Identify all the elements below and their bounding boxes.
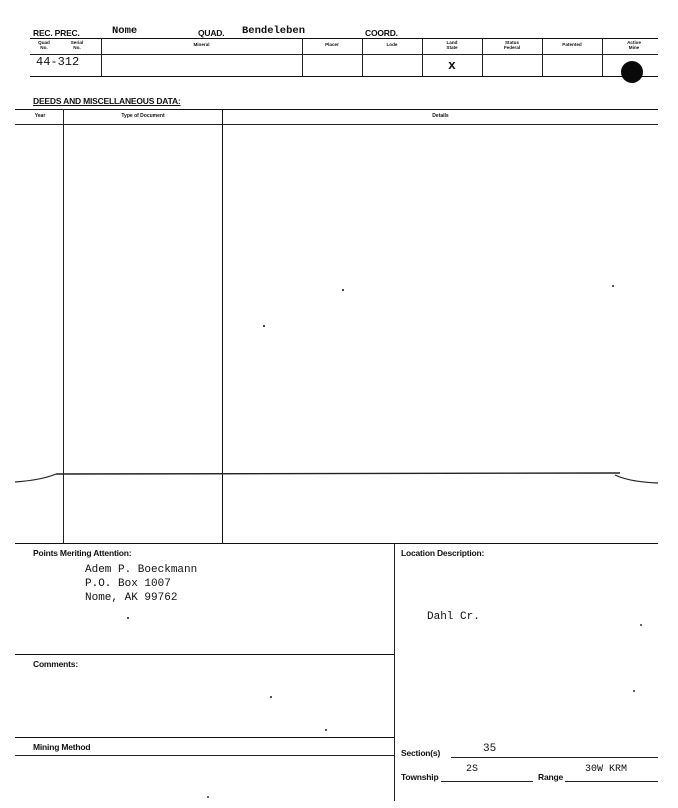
township-label: Township (401, 772, 439, 782)
speck (325, 729, 327, 731)
mining-method-underline (15, 755, 394, 756)
placer-label: Placer (325, 42, 339, 47)
quad-no-label: Quad No. (38, 40, 50, 50)
range-value: 30W KRM (585, 764, 628, 775)
quad-label: QUAD. (198, 28, 225, 38)
bottom-col-sep (394, 543, 395, 801)
active-mine-label: Active Mine (627, 40, 641, 50)
speck (342, 289, 344, 291)
quad-value: Bendeleben (242, 25, 306, 37)
speck (612, 285, 614, 287)
serial-no-label: Serial No. (70, 40, 84, 50)
year-label: Year (34, 113, 46, 119)
deeds-title: DEEDS AND MISCELLANEOUS DATA: (33, 96, 181, 106)
section-label: Section(s) (401, 748, 441, 758)
land-state-mark: x (448, 58, 456, 73)
deeds-top-rule (15, 109, 658, 110)
section-underline (451, 757, 658, 758)
status-federal-label: Status Federal (503, 40, 521, 50)
speck (633, 690, 635, 692)
township-underline (441, 781, 533, 782)
fold-line (0, 462, 678, 492)
points-line-2: P.O. Box 1007 (85, 578, 171, 590)
section-value: 35 (483, 743, 497, 755)
location-description-value: Dahl Cr. (427, 611, 480, 623)
range-label: Range (538, 772, 563, 782)
comments-label: Comments: (33, 659, 78, 669)
rec-prec-label: REC. PREC. (33, 28, 80, 38)
mining-method-label: Mining Method (33, 742, 91, 752)
speck (270, 696, 272, 698)
township-value: 2S (466, 764, 479, 775)
header-rule (30, 38, 658, 39)
mineral-label: Mineral (193, 42, 210, 47)
active-mine-dot (621, 61, 643, 83)
coord-label: COORD. (365, 28, 398, 38)
column-header-rule (30, 54, 658, 55)
points-meriting-attention-label: Points Meriting Attention: (33, 548, 132, 558)
col-sep (602, 38, 603, 76)
comments-rule (15, 654, 394, 655)
speck (263, 325, 265, 327)
speck (127, 617, 129, 619)
type-of-document-label: Type of Document (121, 113, 165, 119)
range-underline (565, 781, 658, 782)
quad-serial-value: 44-312 (36, 55, 80, 69)
patented-label: Patented (562, 42, 582, 47)
land-state-label: Land State (446, 40, 458, 50)
mining-method-rule (15, 737, 394, 738)
lode-label: Lode (386, 42, 398, 47)
bottom-section-rule (15, 543, 658, 544)
speck (207, 796, 209, 798)
points-line-3: Nome, AK 99762 (85, 592, 178, 604)
details-label: Details (432, 113, 449, 119)
rec-prec-value: Nome (112, 25, 138, 37)
speck (640, 624, 642, 626)
deeds-header-rule (15, 124, 658, 125)
points-line-1: Adem P. Boeckmann (85, 564, 198, 576)
location-description-label: Location Description: (401, 548, 485, 558)
row-bottom-rule (30, 76, 658, 77)
